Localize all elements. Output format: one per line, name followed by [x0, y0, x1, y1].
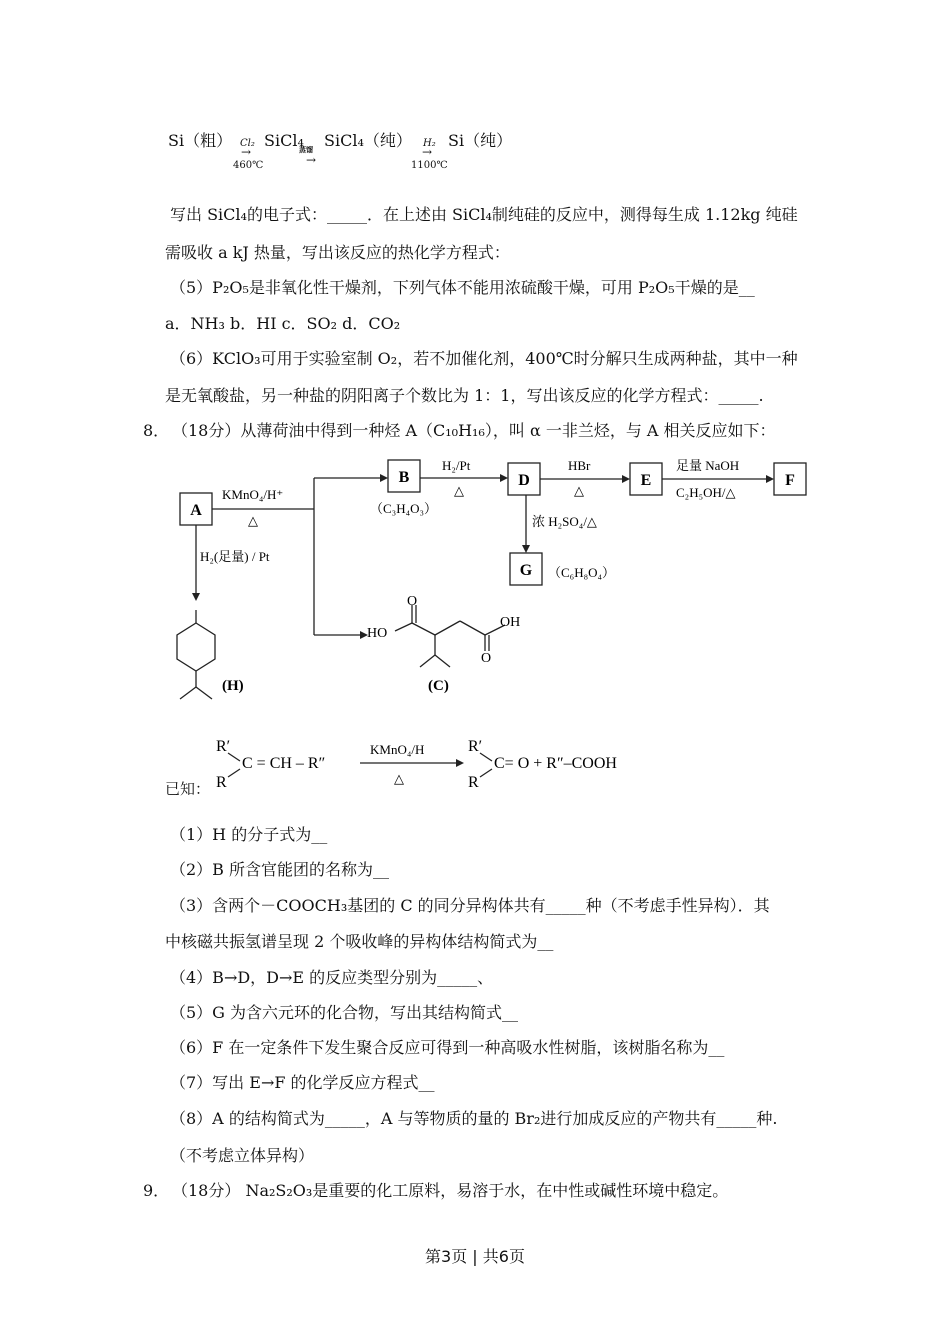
cond-a: KMnO₄/H⁺ [222, 487, 284, 502]
reagent-h2: H₂ [423, 138, 436, 149]
si-pure: Si（纯） [448, 131, 513, 150]
q8-number: 8． [143, 421, 170, 440]
q7-line1: 写出 SiCl₄的电子式：_____．在上述由 SiCl₄制纯硅的反应中，测得每生成 1.12kg 纯硅 [170, 205, 798, 224]
reaction-scheme [160, 455, 820, 710]
formula-g: （C₆H₈O₄） [548, 565, 616, 580]
q7-part5: （5）P₂O₅是非氧化性干燥剂，下列气体不能用浓硫酸干燥，可用 P₂O₅干燥的是__ [170, 278, 755, 297]
q7-part6-line1: （6）KClO₃可用于实验室制 O₂，若不加催化剂，400℃时分解只生成两种盐，其中一种 [170, 349, 798, 368]
arrow-icon [522, 545, 530, 553]
arrow-icon: → [422, 145, 433, 159]
known-equation [210, 735, 670, 797]
delta-a: △ [248, 513, 258, 528]
known-delta: △ [394, 771, 404, 786]
q7-part5-options: a．NH₃ b．HI c．SO₂ d．CO₂ [165, 314, 401, 333]
q7-line2: 需吸收 a kJ 热量，写出该反应的热化学方程式： [165, 243, 510, 262]
arrow-icon [192, 593, 200, 601]
q8-sub4: （4）B→D，D→E 的反应类型分别为_____、 [170, 968, 494, 987]
known-cond: KMnO₄/H [370, 742, 425, 757]
c-oh: OH [500, 615, 521, 630]
arrow-icon [380, 474, 388, 482]
q8-sub6: （6）F 在一定条件下发生聚合反应可得到一种高吸水性树脂，该树脂名称为__ [170, 1038, 725, 1057]
known-label: 已知： [165, 780, 211, 798]
label-h: (H) [222, 678, 244, 694]
cond-dg: 浓 H₂SO₄/△ [532, 514, 597, 529]
c-o2: O [481, 651, 492, 666]
known-rhs: C= O + R″–COOH [494, 755, 617, 772]
cond-ef-bottom: C₂H₅OH/△ [676, 485, 736, 500]
known-r1-right: R′ [468, 738, 483, 755]
label-f: F [785, 472, 795, 489]
known-lhs: C = CH – R″ [242, 755, 326, 772]
arrow-icon [622, 475, 630, 483]
delta-de: △ [574, 483, 584, 498]
known-r-right: R [468, 774, 479, 791]
label-d: D [518, 472, 530, 489]
q8-sub1: （1）H 的分子式为__ [170, 825, 328, 844]
q8-sub7: （7）写出 E→F 的化学反应方程式__ [170, 1073, 435, 1092]
si-crude: Si（粗） [168, 131, 233, 150]
q8-sub8-note: （不考虑立体异构） [170, 1146, 315, 1165]
q8-sub8: （8）A 的结构简式为_____，A 与等物质的量的 Br₂进行加成反应的产物共有_____种. [170, 1109, 778, 1128]
c-ho: HO [367, 626, 388, 641]
arrow-icon [500, 474, 508, 482]
formula-b: （C₃H₄O₃） [370, 501, 438, 516]
q9-number: 9． [143, 1181, 170, 1200]
label-g: G [519, 562, 533, 579]
q9-stem: （18分） Na₂S₂O₃是重要的化工原料，易溶于水，在中性或碱性环境中稳定。 [172, 1181, 729, 1200]
cond-ah: H₂(足量) / Pt [200, 549, 270, 564]
label-a: A [190, 502, 202, 519]
reagent-cl2: Cl₂ [240, 138, 255, 149]
known-r1: R′ [216, 738, 231, 755]
cond-de: HBr [568, 458, 591, 473]
temp-460: 460℃ [233, 160, 264, 171]
structure-h [177, 610, 215, 699]
q8-sub3-line2: 中核磁共振氢谱呈现 2 个吸收峰的异构体结构简式为__ [165, 932, 554, 951]
q8-sub5: （5）G 为含六元环的化合物，写出其结构简式__ [170, 1003, 519, 1022]
arrow-icon [766, 475, 774, 483]
arrow-icon: → [306, 153, 317, 167]
arrow-icon [456, 759, 464, 767]
cond-ef-top: 足量 NaOH [676, 458, 740, 473]
arrow-icon: → [241, 145, 252, 159]
delta-bd: △ [454, 483, 464, 498]
sicl4-pure: SiCl₄（纯） [324, 131, 412, 150]
q8-stem: （18分）从薄荷油中得到一种烃 A（C₁₀H₁₆），叫 α 一非兰烃，与 A 相关反应如下： [172, 421, 776, 440]
q7-part6-line2: 是无氧酸盐，另一种盐的阴阳离子个数比为 1：1，写出该反应的化学方程式：_____. [165, 386, 764, 405]
label-c: (C) [428, 678, 449, 694]
temp-1100: 1100℃ [411, 160, 448, 171]
sicl4-crude: SiCl₄ [264, 131, 304, 150]
page-footer: 第3页 | 共6页 [425, 1247, 525, 1266]
label-b: B [398, 469, 410, 486]
distill-label: 蒸馏 [299, 145, 313, 154]
label-e: E [640, 472, 652, 489]
cond-bd: H₂/Pt [442, 458, 471, 473]
q8-sub3-line1: （3）含两个－COOCH₃基团的 C 的同分异构体共有_____种（不考虑手性异构）．其 [170, 896, 770, 915]
known-r: R [216, 774, 227, 791]
c-o1: O [407, 594, 418, 609]
q8-sub2: （2）B 所含官能团的名称为__ [170, 860, 390, 879]
